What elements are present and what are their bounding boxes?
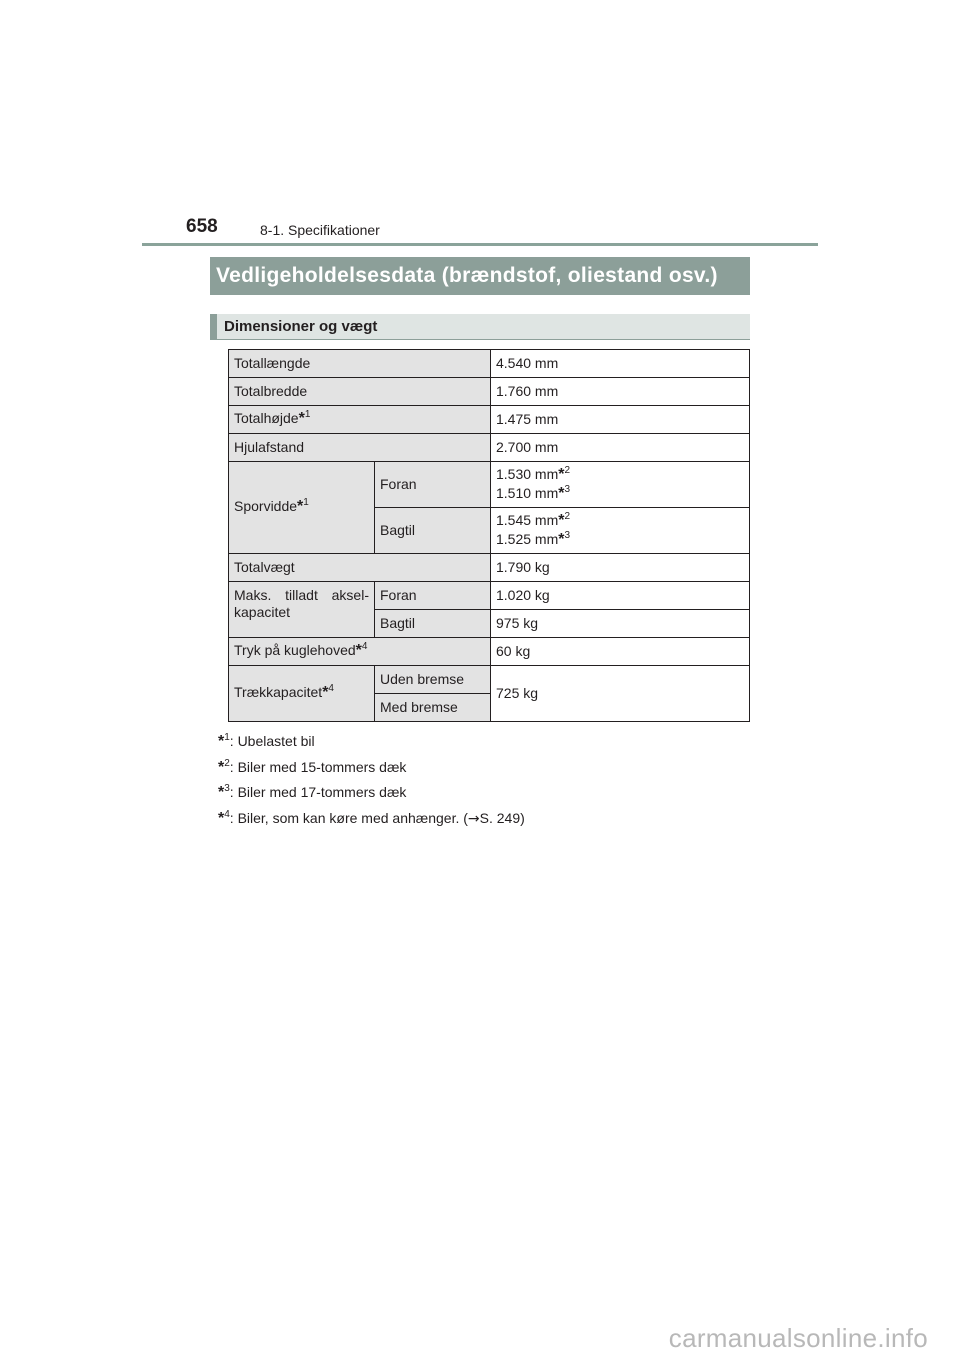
page-number: 658 [186,216,218,237]
table-row [229,666,750,694]
table-row [229,350,750,378]
footnote: *$^2$: Biler med 15-tommers dæk [218,757,407,776]
dimensions-table [228,349,750,722]
sub-label: Foran [375,582,491,610]
row-label: Hjulafstand [229,434,491,462]
row-label: Sporvidde*$^1$ [229,462,375,554]
page-title: Vedligeholdelsesdata (brændstof, oliestand osv.) [210,257,750,295]
footnote: *$^1$: Ubelastet bil [218,732,315,750]
table-row [229,434,750,462]
footnote: *$^3$: Biler med 17-tommers dæk [218,783,407,802]
table-row [229,554,750,582]
row-label: Totallængde [229,350,491,378]
table-row [229,378,750,406]
watermark: carmanualsonline.info [668,1323,928,1353]
row-label: Trækkapacitet*$^4$ [229,666,375,722]
sub-label: Uden bremse [375,666,491,694]
sub-label: Foran [375,462,491,508]
row-label: Totalhøjde*$^1$ [229,406,491,434]
row-label: Maks. tilladt aksel-kapacitet [229,582,375,638]
row-label: Tryk på kuglehoved*$^4$ [229,638,491,666]
row-value: 1.475 mm [491,406,750,434]
table-row [229,462,750,508]
subheading: Dimensioner og vægt [210,314,750,340]
header-divider [142,243,818,246]
row-label: Totalbredde [229,378,491,406]
row-value: 1.530 mm*$^2$ 1.510 mm*$^3$ [491,462,750,508]
row-value: 1.760 mm [491,378,750,406]
sub-label: Med bremse [375,694,491,722]
row-value: 1.790 kg [491,554,750,582]
footnotes [218,730,525,832]
table-row [229,582,750,610]
table-row [229,406,750,434]
row-value: 975 kg [491,610,750,638]
sub-label: Bagtil [375,610,491,638]
row-value: 4.540 mm [491,350,750,378]
row-label: Totalvægt [229,554,491,582]
row-value: 1.020 kg [491,582,750,610]
footnote: *$^4$: Biler, som kan køre med anhænger. (→S. 249) [218,808,525,827]
arrow-right-icon: → [467,810,480,827]
sub-label: Bagtil [375,508,491,554]
row-value: 2.700 mm [491,434,750,462]
row-value: 1.545 mm*$^2$ 1.525 mm*$^3$ [491,508,750,554]
row-value: 725 kg [491,666,750,722]
table-row [229,638,750,666]
section-reference: 8-1. Specifikationer [260,222,380,238]
row-value: 60 kg [491,638,750,666]
